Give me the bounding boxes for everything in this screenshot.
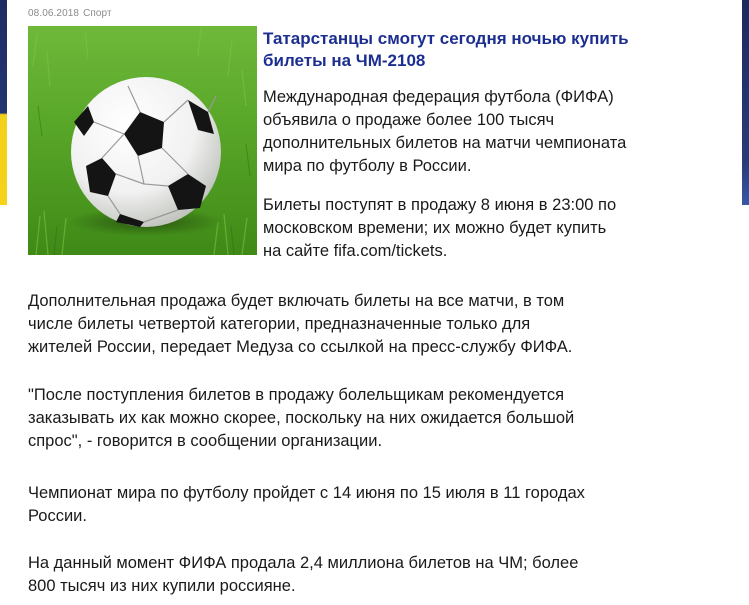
lead-paragraph-2 bbox=[263, 194, 733, 263]
lead-p1-line-3: дополнительных билетов на матчи чемпионата bbox=[263, 134, 627, 152]
body-paragraph-3 bbox=[28, 482, 728, 528]
lead-p1-line-1: Международная федерация футбола (ФИФА) bbox=[263, 88, 614, 106]
body-p3-line-1: Чемпионат мира по футболу пройдет с 14 июня по 15 июля в 11 городах bbox=[28, 484, 585, 502]
lead-p2-line-3: на сайте fifa.com/tickets. bbox=[263, 242, 448, 260]
body-p1-line-2: числе билеты четвертой категории, предназначенные только для bbox=[28, 315, 531, 333]
article-title[interactable] bbox=[263, 28, 733, 72]
body-p4-line-1: На данный момент ФИФА продала 2,4 миллиона билетов на ЧМ; более bbox=[28, 554, 579, 572]
body-p3-line-2: России. bbox=[28, 507, 87, 525]
body-paragraph-4 bbox=[28, 552, 728, 598]
article-meta bbox=[28, 8, 116, 19]
neighbor-page-edge-left bbox=[0, 0, 7, 205]
body-p1-line-1: Дополнительная продажа будет включать билеты на все матчи, в том bbox=[28, 292, 565, 310]
lead-paragraph-1 bbox=[263, 86, 733, 178]
article-title-line-2[interactable]: билеты на ЧМ-2108 bbox=[263, 51, 426, 70]
body-p1-line-3: жителей России, передает Медуза со ссылкой на пресс-службу ФИФА. bbox=[28, 338, 573, 356]
article-photo bbox=[28, 26, 257, 255]
neighbor-page-edge-right bbox=[742, 0, 749, 205]
body-paragraph-1 bbox=[28, 290, 728, 359]
body-p2-line-1: "После поступления билетов в продажу болельщикам рекомендуется bbox=[28, 386, 565, 404]
body-p2-line-3: спрос", - говорится в сообщении организации. bbox=[28, 432, 383, 450]
article-category: Спорт bbox=[83, 8, 112, 19]
body-p2-line-2: заказывать их как можно скорее, поскольку на них ожидается большой bbox=[28, 409, 575, 427]
body-p4-line-2: 800 тысяч из них купили россияне. bbox=[28, 577, 296, 595]
lead-p1-line-4: мира по футболу в России. bbox=[263, 157, 472, 175]
body-paragraph-2 bbox=[28, 384, 728, 453]
article-date: 08.06.2018 bbox=[28, 8, 80, 19]
article-title-line-1[interactable]: Татарстанцы смогут сегодня ночью купить bbox=[263, 29, 629, 48]
lead-p2-line-2: московском времени; их можно будет купить bbox=[263, 219, 607, 237]
lead-p1-line-2: объявила о продаже более 100 тысяч bbox=[263, 111, 555, 129]
lead-p2-line-1: Билеты поступят в продажу 8 июня в 23:00 по bbox=[263, 196, 617, 214]
